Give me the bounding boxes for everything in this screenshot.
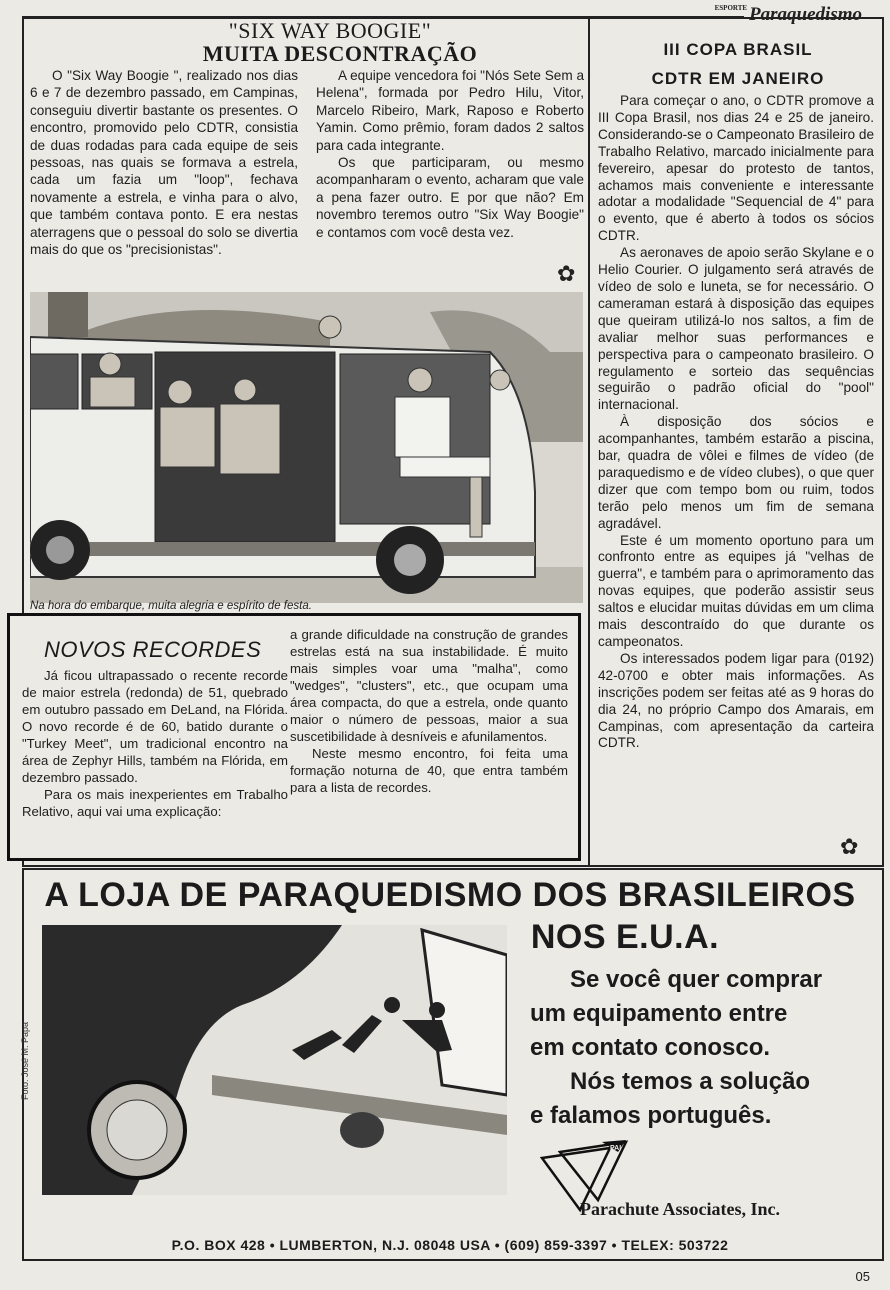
records-title: NOVOS RECORDES [44, 637, 262, 662]
photo-van-boarding [30, 292, 583, 603]
copa-column [598, 93, 874, 752]
boogie-title: "SIX WAY BOOGIE" [228, 18, 432, 43]
ad-headline-line-2: NOS E.U.A. [530, 918, 720, 956]
company-name: Parachute Associates, Inc. [580, 1199, 780, 1219]
skydiver-illustration [42, 925, 507, 1195]
paragraph: O "Six Way Boogie ", realizado nos dias 6 e 7 de dezembro passado, em Campinas, conseguiu divertir bastante os presentes. O encontro, promovido pelo CDTR, consistia de duas rodadas para cada equipe de seis pessoas, nas quais se formava a estrela, cada um fazia um "loop", fechava novamente a estrela, e vinha para o alvo, que também contava ponto. E era nestas aterragens que o pessoal do solo se divertia mais do que os "precisionistas". [30, 68, 298, 258]
ad-headline-line-1: A LOJA DE PARAQUEDISMO DOS BRASILEIROS [44, 876, 856, 914]
column-divider [588, 17, 590, 867]
company-address: P.O. BOX 428 • LUMBERTON, N.J. 08048 USA • (609) 859-3397 • TELEX: 503722 [171, 1237, 729, 1253]
flower-ornament-icon: ✿ [557, 261, 576, 286]
photo-credit: Foto: José M. Papa [20, 1021, 30, 1100]
paragraph: a grande dificuldade na construção de grandes estrelas está na sua instabilidade. É muito mais simples voar uma "malha", como "wedges", "clusters", etc., que ocupam uma área compacta, do que a estrela, onde quanto maior o número de pessoas, maior a sua suscetibilidade à desníveis e afunilamentos. [290, 627, 568, 744]
paragraph: Para começar o ano, o CDTR promove a III Copa Brasil, nos dias 24 e 25 de janeiro. Considerando-se o Campeonato Brasileiro de Trabalho Relativo, marcado inicialmente para fevereiro, apesar do protesto de tantos, achamos mais conveniente e interessante adotar a modalidade "Sequencial de 4" para o evento, que é aberto à todos os sócios CDTR. [598, 93, 874, 244]
copa-title-line-1: III COPA BRASIL [663, 40, 813, 59]
pitch-line: um equipamento entre [530, 1000, 788, 1027]
paragraph: Neste mesmo encontro, foi feita uma formação noturna de 40, que entra também para a lista de recordes. [290, 746, 568, 795]
pitch-line: Nós temos a solução [570, 1068, 811, 1095]
records-column-1 [22, 667, 288, 820]
paragraph: Os que participaram, ou mesmo acompanharam o evento, acharam que vale a pena fazer outro. E por que não? Em novembro teremos outro "Six Way Boogie" e contamos com você desta vez. [316, 155, 584, 240]
boogie-column-2 [316, 67, 584, 241]
pitch-line: e falamos português. [530, 1102, 772, 1129]
logo-text: PAI [610, 1145, 622, 1152]
paragraph: A equipe vencedora foi "Nós Sete Sem a Helena", formada por Pedro Hilu, Vitor, Marcelo Ribeiro, Mark, Raposo e Roberto Yamin. Como prêmio, foram dados 2 saltos para cada integrante. [316, 68, 584, 153]
ad-pitch [530, 963, 870, 1133]
flower-ornament-icon: ✿ [840, 834, 859, 859]
paragraph: Já ficou ultrapassado o recente recorde de maior estrela (redonda) de 51, quebrado em outubro passado em DeLand, na Flórida. O novo recorde é de 60, batido durante o "Turkey Meet", um tradicional encontro na área de Zephyr Hills, também na Flórida, em dezembro passado. [22, 668, 288, 785]
pitch-line: em contato conosco. [530, 1034, 771, 1061]
copa-title-line-2: CDTR EM JANEIRO [651, 69, 825, 88]
ad-photo-skydivers [42, 925, 507, 1195]
photo-caption: Na hora do embarque, muita alegria e espírito de festa. [30, 600, 312, 612]
paragraph: As aeronaves de apoio serão Skylane e o Helio Courier. O julgamento será através de vídeo de solo e luneta, se for necessário. O cameraman estará à disposição das equipes que queiram utilizá-lo nos saltos, a fim de avaliar melhor suas performances e perspectiva para o campeonato brasileiro. O regulamento e sorteio das sequências seguirão o padrão oficial do "pool" internacional. [598, 245, 874, 413]
section-header-title: Paraquedismo [749, 4, 862, 25]
van-illustration [30, 292, 583, 603]
pitch-line: Se você quer comprar [570, 966, 823, 993]
section-header-small: ESPORTE [714, 4, 748, 12]
copa-title [598, 35, 878, 93]
boogie-subtitle: MUITA DESCONTRAÇÃO [202, 41, 478, 66]
page-number: 05 [855, 1269, 870, 1284]
paragraph: Para os mais inexperientes em Trabalho Relativo, aqui vai uma explicação: [22, 787, 288, 819]
paragraph: À disposição dos sócios e acompanhantes, também estarão a piscina, bar, quadra de vôlei e filmes de vídeo (de paraquedismo e de vídeo clubes), o que quer dizer que com tempo bom ou ruim, todos terão pelo menos um fim de semana agradável. [598, 414, 874, 531]
records-column-2 [290, 626, 568, 796]
paragraph: Este é um momento oportuno para um confronto entre as equipes já "velhas de guerra", e também para o aprimoramento das novas equipes, que poderão assistir seus saltos e elucidar muitas dúvidas em um clima mais descontraído do que durante os campeonatos. [598, 532, 874, 649]
boogie-column-1 [30, 67, 298, 258]
paragraph: Os interessados podem ligar para (0192) 42-0700 e obter mais informações. As inscrições podem ser feitas até as 9 horas do dia 24, no próprio Campo dos Amarais, em Campinas, com apresentação da carteira CDTR. [598, 650, 874, 751]
